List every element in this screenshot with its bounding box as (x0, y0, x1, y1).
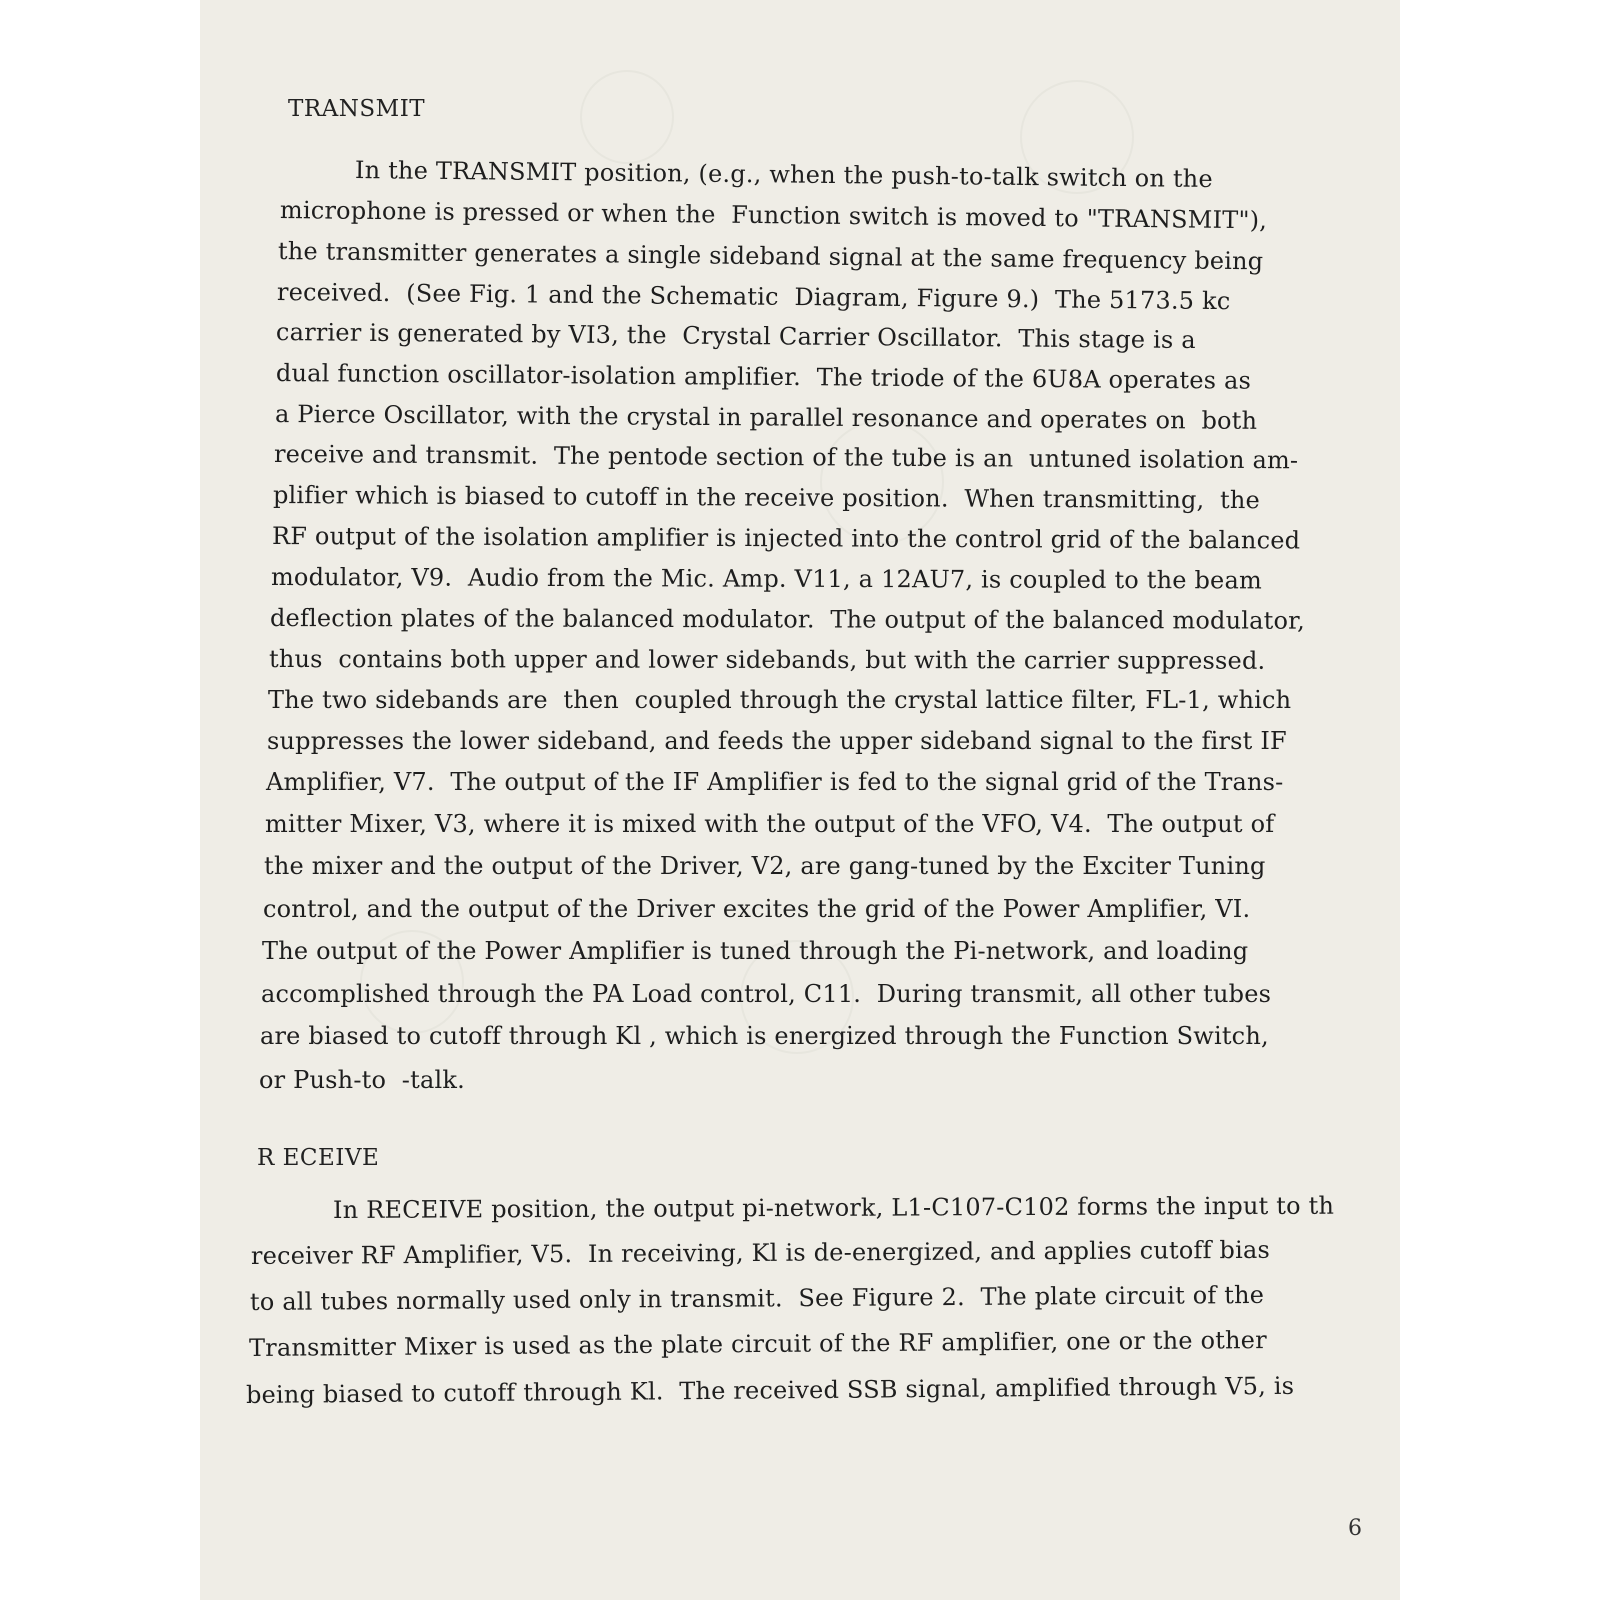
paragraph-line: a Pierce Oscillator, with the crystal in parallel resonance and operates on both (274, 400, 1258, 435)
paragraph-line: the mixer and the output of the Driver, V2, are gang-tuned by the Exciter Tuning (264, 852, 1266, 880)
paragraph-line: The output of the Power Amplifier is tuned through the Pi-network, and loading (262, 937, 1249, 965)
document-page (200, 0, 1400, 1600)
paragraph-line: RF output of the isolation amplifier is injected into the control grid of the balanced (271, 522, 1301, 555)
paragraph-line: Amplifier, V7. The output of the IF Amplifier is fed to the signal grid of the Trans- (266, 768, 1284, 796)
paragraph-line: the transmitter generates a single sideband signal at the same frequency being (277, 237, 1264, 276)
page-number: 6 (1348, 1516, 1362, 1541)
paragraph-line: carrier is generated by VI3, the Crystal Carrier Oscillator. This stage is a (275, 318, 1196, 355)
paragraph-line: accomplished through the PA Load control, C11. During transmit, all other tubes (261, 980, 1272, 1008)
paragraph-line: receive and transmit. The pentode section of the tube is an untuned isolation am- (273, 440, 1299, 475)
paragraph-line: plifier which is biased to cutoff in the receive position. When transmitting, the (272, 481, 1261, 515)
show-through-mark (580, 70, 674, 164)
paragraph-line: modulator, V9. Audio from the Mic. Amp. V11, a 12AU7, is coupled to the beam (270, 563, 1263, 595)
paragraph-line: microphone is pressed or when the Function switch is moved to "TRANSMIT"), (279, 196, 1268, 235)
paragraph-line: The two sidebands are then coupled through the crystal lattice filter, FL-1, which (268, 686, 1292, 714)
paragraph-line: suppresses the lower sideband, and feeds the upper sideband signal to the first IF (267, 727, 1287, 755)
paragraph-line: Transmitter Mixer is used as the plate circuit of the RF amplifier, one or the other (248, 1326, 1267, 1362)
paragraph-line: to all tubes normally used only in transmit. See Figure 2. The plate circuit of the (249, 1280, 1265, 1316)
paragraph-line: receiver RF Amplifier, V5. In receiving, Kl is de-energized, and applies cutoff bias (250, 1235, 1271, 1270)
paragraph-line: control, and the output of the Driver excites the grid of the Power Amplifier, VI. (263, 895, 1251, 923)
paragraph-line: In RECEIVE position, the output pi-network, L1-C107-C102 forms the input to th (332, 1191, 1335, 1224)
paragraph-line: deflection plates of the balanced modulator. The output of the balanced modulator, (269, 604, 1306, 635)
paragraph-line: dual function oscillator-isolation amplifier. The triode of the 6U8A operates as (275, 359, 1252, 395)
section-heading-receive: R ECEIVE (257, 1145, 380, 1171)
paragraph-line: received. (See Fig. 1 and the Schematic Diagram, Figure 9.) The 5173.5 kc (276, 278, 1231, 316)
paragraph-line: mitter Mixer, V3, where it is mixed with the output of the VFO, V4. The output of (265, 810, 1275, 838)
paragraph-line: In the TRANSMIT position, (e.g., when the push-to-talk switch on the (354, 156, 1213, 193)
section-heading-transmit: TRANSMIT (288, 96, 426, 122)
paragraph-line: being biased to cutoff through Kl. The received SSB signal, amplified through V5, is (245, 1371, 1295, 1409)
paragraph-line: thus contains both upper and lower sidebands, but with the carrier suppressed. (268, 645, 1266, 675)
paragraph-line: are biased to cutoff through Kl , which is energized through the Function Switch, (260, 1022, 1269, 1050)
paragraph-line: or Push-to -talk. (259, 1066, 465, 1094)
